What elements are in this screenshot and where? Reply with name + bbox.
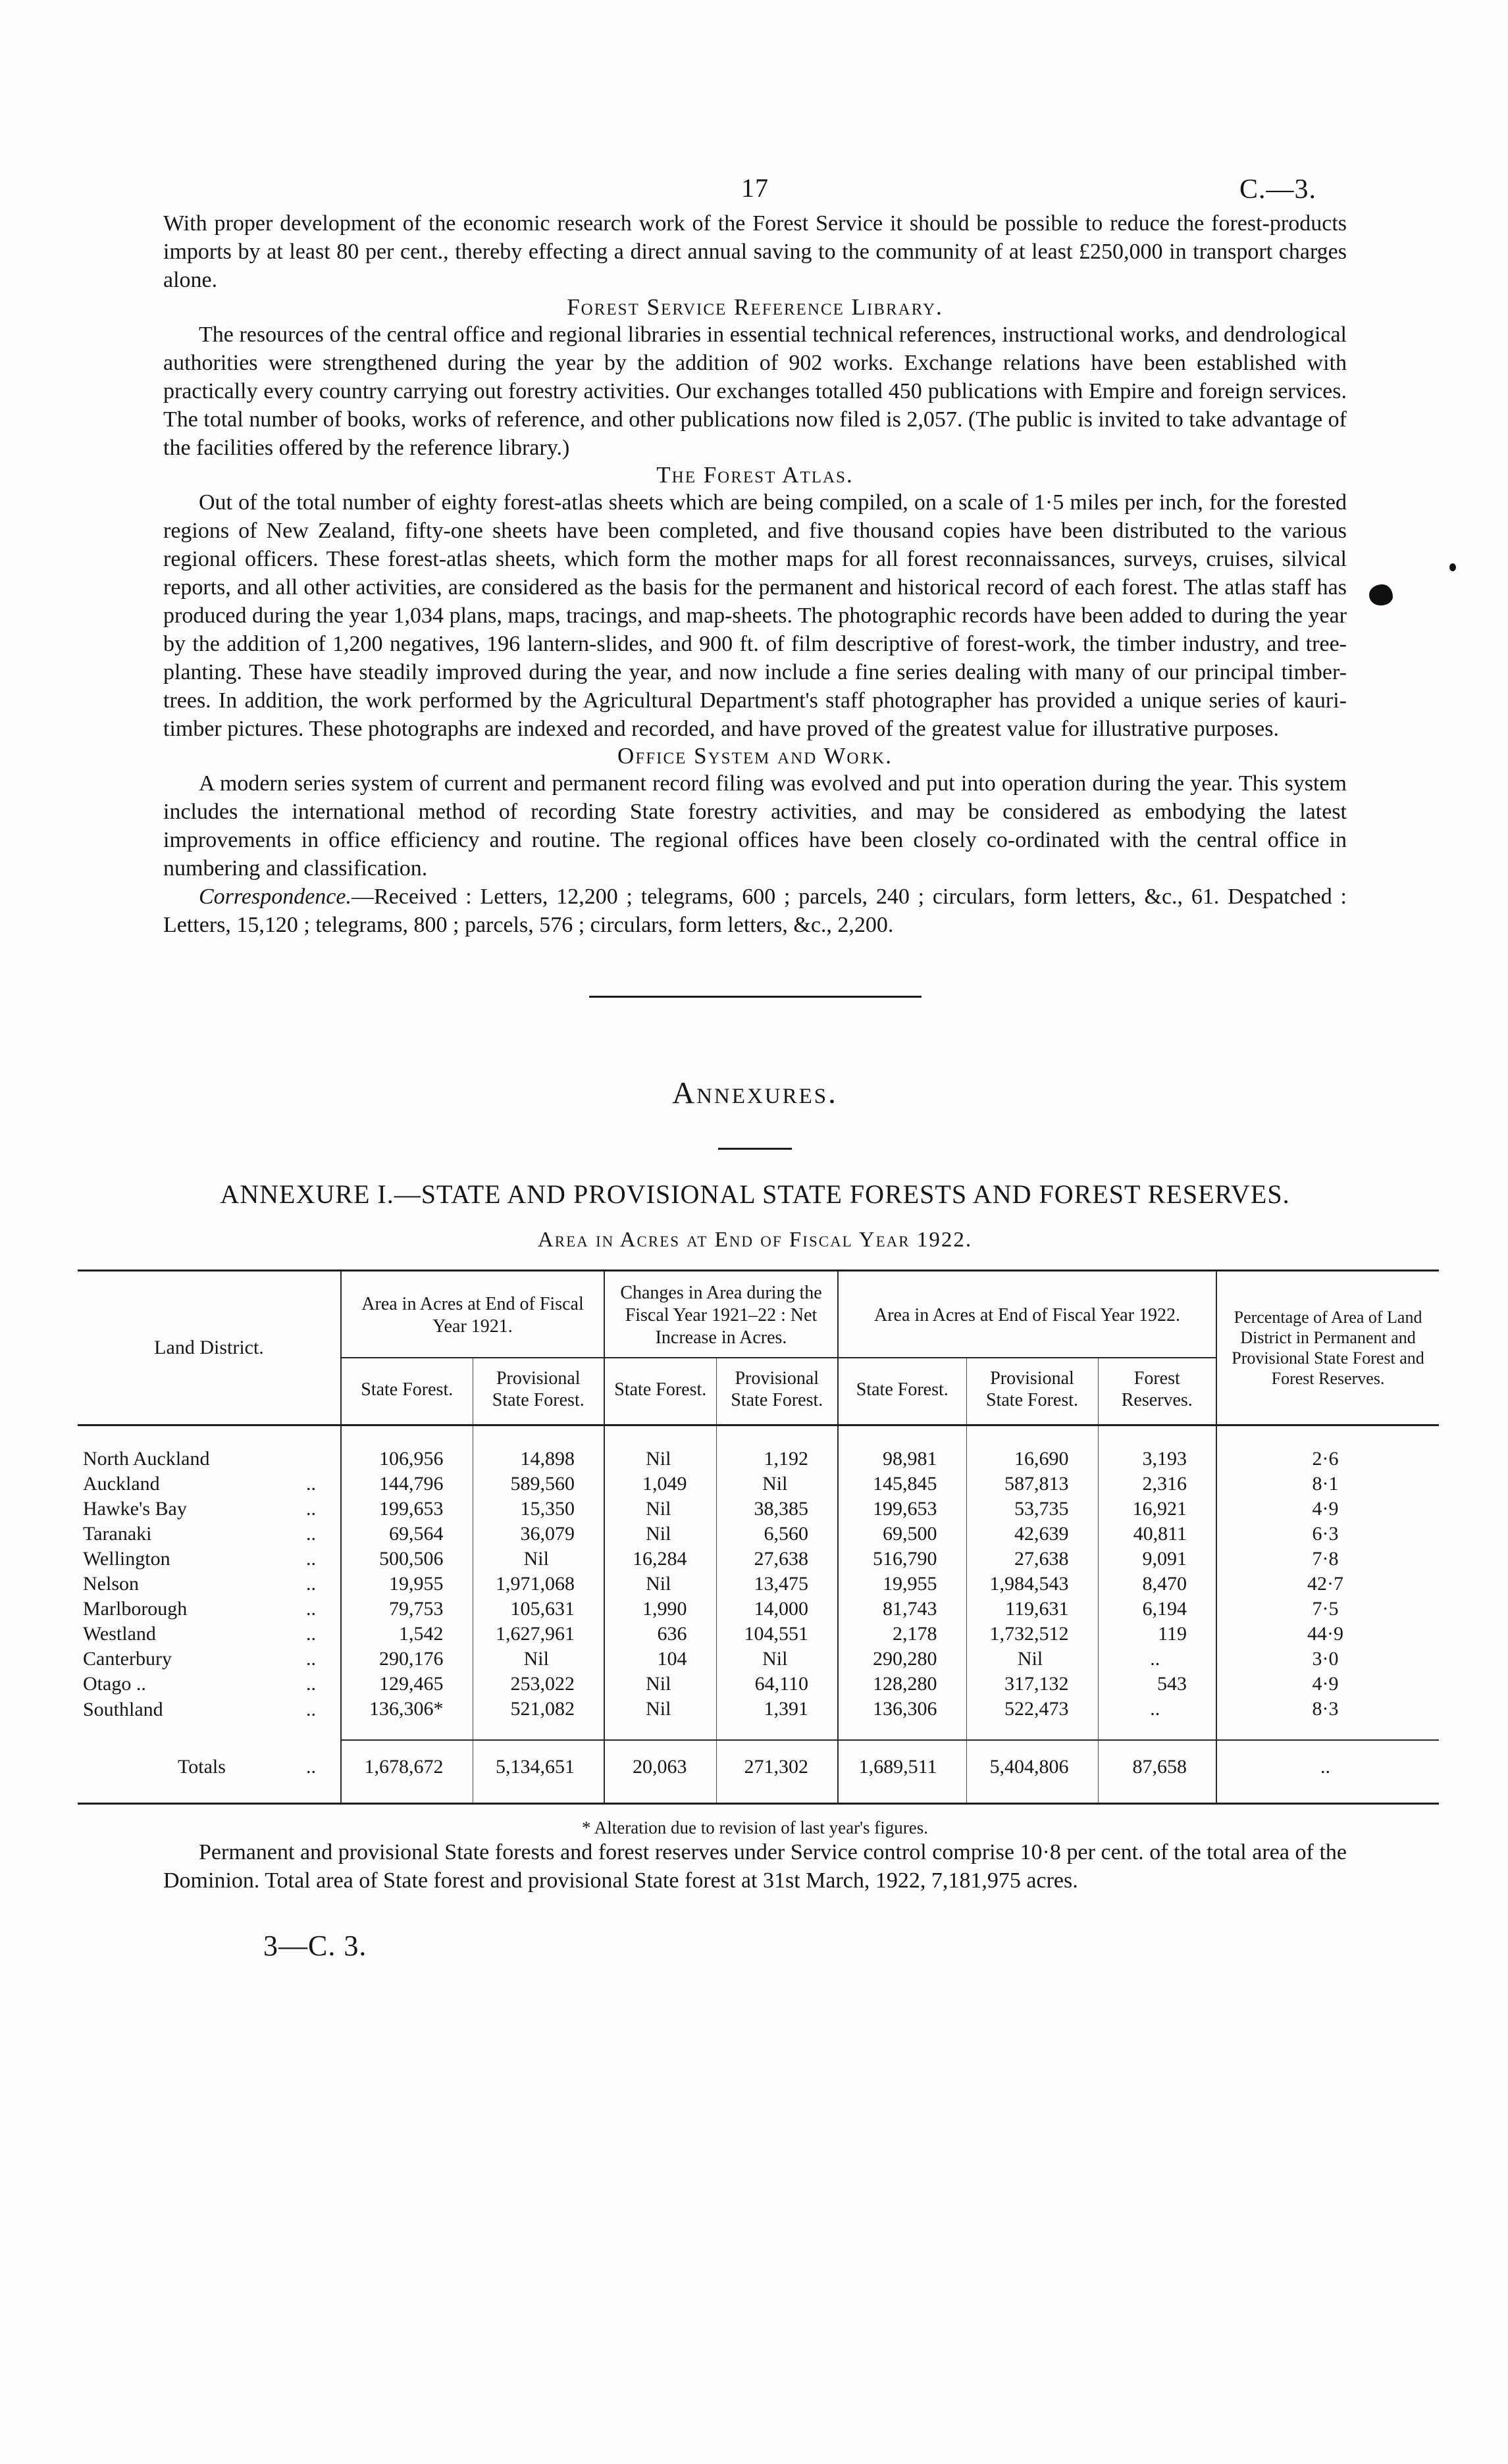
leader-dots: .. [306,1573,316,1595]
value-cell: 589,560 [473,1472,604,1497]
library-section-heading: Forest Service Reference Library. [567,294,943,320]
ink-speck [1449,563,1456,571]
correspondence-paragraph [163,883,1347,939]
value-cell: 38,385 [716,1497,838,1522]
value-cell: 1,627,961 [473,1622,604,1647]
atlas-section-heading: The Forest Atlas. [656,462,854,488]
value-cell: 42·7 [1216,1572,1439,1597]
value-cell: 1,984,543 [966,1572,1098,1597]
district-cell [78,1572,341,1597]
value-cell: Nil [604,1572,716,1597]
subcol-changes-state-forest: State Forest. [604,1358,716,1425]
table-row [78,1622,1439,1647]
district-cell [78,1472,341,1497]
page-footer-code: 3—C. 3. [263,1930,367,1962]
value-cell: 20,063 [604,1740,716,1804]
value-cell: 6·3 [1216,1522,1439,1547]
value-cell: 543 [1098,1672,1216,1697]
district-cell [78,1497,341,1522]
value-cell: 2,316 [1098,1472,1216,1497]
value-cell: 199,653 [341,1497,473,1522]
value-cell: 16,690 [966,1425,1098,1472]
document-code: C.—3. [1239,174,1316,205]
district-name: Westland [83,1623,156,1645]
value-cell: 290,280 [838,1647,966,1672]
subcol-1921-state-forest: State Forest. [341,1358,473,1425]
value-cell: 1,192 [716,1425,838,1472]
value-cell: 15,350 [473,1497,604,1522]
value-cell: 81,743 [838,1597,966,1622]
totals-row [78,1740,1439,1804]
district-name: Wellington [83,1548,170,1570]
section-divider-rule [589,996,922,998]
value-cell: 136,306* [341,1697,473,1740]
ink-blot [1369,584,1393,605]
table-header [78,1271,1439,1425]
district-name: Southland [83,1698,163,1720]
value-cell: Nil [716,1647,838,1672]
value-cell: 8·1 [1216,1472,1439,1497]
value-cell: 5,404,806 [966,1740,1098,1804]
value-cell: 1,391 [716,1697,838,1740]
leader-dots: .. [306,1523,316,1545]
value-cell: 13,475 [716,1572,838,1597]
value-cell: 19,955 [838,1572,966,1597]
value-cell: 8·3 [1216,1697,1439,1740]
value-cell: 636 [604,1622,716,1647]
value-cell: 64,110 [716,1672,838,1697]
value-cell: 500,506 [341,1547,473,1572]
value-cell: 69,564 [341,1522,473,1547]
subcol-1922-provisional: Provisional State Forest. [966,1358,1098,1425]
leader-dots: .. [306,1673,316,1695]
forest-areas-table [78,1270,1439,1805]
value-cell: Nil [473,1547,604,1572]
value-cell: 1,689,511 [838,1740,966,1804]
value-cell: 4·9 [1216,1497,1439,1522]
district-name: Hawke's Bay [83,1498,187,1520]
value-cell: .. [1216,1740,1439,1804]
value-cell: 1,542 [341,1622,473,1647]
district-cell [78,1740,341,1804]
value-cell: 129,465 [341,1672,473,1697]
value-cell: 199,653 [838,1497,966,1522]
value-cell: 271,302 [716,1740,838,1804]
page-number: 17 [741,173,769,203]
value-cell: 6,560 [716,1522,838,1547]
annexure-1-title: ANNEXURE I.—STATE AND PROVISIONAL STATE FORESTS AND FOREST RESERVES. [220,1179,1290,1209]
value-cell: 1,971,068 [473,1572,604,1597]
value-cell: 104,551 [716,1622,838,1647]
value-cell: .. [1098,1697,1216,1740]
value-cell: 1,990 [604,1597,716,1622]
value-cell: 144,796 [341,1472,473,1497]
table-row [78,1697,1439,1740]
value-cell: 317,132 [966,1672,1098,1697]
table-row [78,1572,1439,1597]
table-row [78,1672,1439,1697]
district-cell [78,1522,341,1547]
value-cell: 5,134,651 [473,1740,604,1804]
value-cell: 27,638 [966,1547,1098,1572]
correspondence-lead: Correspondence. [199,885,351,909]
value-cell: 36,079 [473,1522,604,1547]
value-cell: 3·0 [1216,1647,1439,1672]
table-row [78,1472,1439,1497]
forest-table-body [78,1425,1439,1804]
value-cell: 9,091 [1098,1547,1216,1572]
value-cell: 4·9 [1216,1672,1439,1697]
col-header-percentage: Percentage of Area of Land District in Permanent and Provisional State Forest and Forest Reserves. [1216,1271,1439,1425]
leader-dots: .. [306,1473,316,1495]
value-cell: 136,306 [838,1697,966,1740]
value-cell: 516,790 [838,1547,966,1572]
library-paragraph: The resources of the central office and regional libraries in essential technical references, instructional works, and dendrological authorities were strengthened during the year by the addition of 902 works. Exchange relations have been established with practically every country carrying out forestry activities. Our exchanges totalled 450 publications with Empire and foreign services. The total number of books, works of reference, and other publications now filed is 2,057. (The public is invited to take advantage of the facilities offered by the reference library.) [163,322,1347,460]
value-cell: 40,811 [1098,1522,1216,1547]
district-cell [78,1697,341,1740]
value-cell: 27,638 [716,1547,838,1572]
value-cell: Nil [604,1672,716,1697]
col-header-land-district: Land District. [78,1271,341,1425]
value-cell: 3,193 [1098,1425,1216,1472]
value-cell: 1,732,512 [966,1622,1098,1647]
value-cell: 105,631 [473,1597,604,1622]
page-content [83,172,1424,1963]
value-cell: 98,981 [838,1425,966,1472]
annexures-heading: Annexures. [672,1076,838,1110]
value-cell: 2,178 [838,1622,966,1647]
leader-dots: .. [306,1698,316,1720]
table-row [78,1547,1439,1572]
table-row [78,1647,1439,1672]
value-cell: 14,898 [473,1425,604,1472]
col-group-1922: Area in Acres at End of Fiscal Year 1922. [838,1271,1216,1358]
col-group-changes: Changes in Area during the Fiscal Year 1921–22 : Net Increase in Acres. [604,1271,838,1358]
district-name: Otago .. [83,1673,146,1695]
table-row [78,1425,1439,1472]
value-cell: 7·8 [1216,1547,1439,1572]
value-cell: 587,813 [966,1472,1098,1497]
value-cell: 6,194 [1098,1597,1216,1622]
table-row [78,1497,1439,1522]
value-cell: Nil [473,1647,604,1672]
leader-dots: .. [306,1623,316,1645]
intro-paragraph: With proper development of the economic research work of the Forest Service it should be possible to reduce the forest-products imports by at least 80 per cent., thereby effecting a direct annual saving to the community of at least £250,000 in transport charges alone. [163,211,1347,292]
value-cell: 522,473 [966,1697,1098,1740]
district-cell [78,1672,341,1697]
value-cell: 42,639 [966,1522,1098,1547]
value-cell: 87,658 [1098,1740,1216,1804]
office-section-heading: Office System and Work. [617,743,893,769]
district-name: Nelson [83,1573,139,1595]
district-cell [78,1622,341,1647]
office-paragraph: A modern series system of current and permanent record filing was evolved and put into operation during the year. This system includes the international method of recording State forestry activities, and may be considered as embodying the latest improvements in office efficiency and routine. The regional offices have been closely co-ordinated with the central office in numbering and classification. [163,771,1347,881]
value-cell: 8,470 [1098,1572,1216,1597]
annexures-divider-rule [718,1148,792,1150]
subcol-changes-provisional: Provisional State Forest. [716,1358,838,1425]
table-footnote: * Alteration due to revision of last year's figures. [582,1818,928,1837]
leader-dots: .. [306,1755,316,1778]
value-cell: Nil [966,1647,1098,1672]
value-cell: .. [1098,1647,1216,1672]
value-cell: 16,921 [1098,1497,1216,1522]
district-name: Auckland [83,1473,160,1495]
leader-dots: .. [306,1548,316,1570]
value-cell: 79,753 [341,1597,473,1622]
value-cell: 1,049 [604,1472,716,1497]
value-cell: Nil [716,1472,838,1497]
subcol-1922-forest-reserves: Forest Reserves. [1098,1358,1216,1425]
leader-dots: .. [306,1498,316,1520]
subcol-1922-state-forest: State Forest. [838,1358,966,1425]
col-group-1921: Area in Acres at End of Fiscal Year 1921. [341,1271,604,1358]
district-cell [78,1597,341,1622]
district-cell [78,1647,341,1672]
closing-paragraph: Permanent and provisional State forests and forest reserves under Service control comprise 10·8 per cent. of the total area of the Dominion. Total area of State forest and provisional State forest at 31st March, 1922, 7,181,975 acres. [163,1840,1347,1893]
value-cell: 128,280 [838,1672,966,1697]
district-name: North Auckland [83,1448,210,1470]
district-name: Taranaki [83,1523,152,1545]
value-cell: 145,845 [838,1472,966,1497]
value-cell: 53,735 [966,1497,1098,1522]
value-cell: 44·9 [1216,1622,1439,1647]
table-row [78,1597,1439,1622]
value-cell: 119,631 [966,1597,1098,1622]
value-cell: 104 [604,1647,716,1672]
district-name: Marlborough [83,1598,188,1620]
value-cell: 2·6 [1216,1425,1439,1472]
district-cell [78,1425,341,1472]
district-name: Totals [178,1755,226,1778]
value-cell: Nil [604,1497,716,1522]
leader-dots: .. [306,1598,316,1620]
value-cell: Nil [604,1697,716,1740]
table-row [78,1522,1439,1547]
page-header [163,172,1347,209]
value-cell: 253,022 [473,1672,604,1697]
value-cell: 521,082 [473,1697,604,1740]
value-cell: 19,955 [341,1572,473,1597]
value-cell: 16,284 [604,1547,716,1572]
value-cell: 14,000 [716,1597,838,1622]
value-cell: 106,956 [341,1425,473,1472]
correspondence-text: —Received : Letters, 12,200 ; telegrams, 600 ; parcels, 240 ; circulars, form letters, &c., 61. Despatched : Letters, 15,120 ; telegrams, 800 ; parcels, 576 ; circulars, form letters, &c., 2,200. [163,885,1347,937]
group-header-row [78,1271,1439,1358]
value-cell: 69,500 [838,1522,966,1547]
district-name: Canterbury [83,1648,172,1670]
value-cell: Nil [604,1522,716,1547]
value-cell: 7·5 [1216,1597,1439,1622]
leader-dots: .. [306,1648,316,1670]
table-subtitle: Area in Acres at End of Fiscal Year 1922. [537,1228,973,1252]
value-cell: Nil [604,1425,716,1472]
value-cell: 119 [1098,1622,1216,1647]
district-cell [78,1547,341,1572]
atlas-paragraph: Out of the total number of eighty forest-atlas sheets which are being compiled, on a scale of 1·5 miles per inch, for the forested regions of New Zealand, fifty-one sheets have been completed, and five thousand copies have been distributed to the various regional officers. These forest-atlas sheets, which form the mother maps for all forest reconnaissances, surveys, cruises, silvical reports, and all other activities, are considered as the basis for the permanent and historical record of each forest. The atlas staff has produced during the year 1,034 plans, maps, tracings, and map-sheets. The photographic records have been added to during the year by the addition of 1,200 negatives, 196 lantern-slides, and 900 ft. of film descriptive of forest-work, the timber industry, and tree-planting. These have steadily improved during the year, and now include a fine series dealing with many of our principal timber-trees. In addition, the work performed by the Agricultural Department's staff photographer has provided a unique series of kauri-timber pictures. These photographs are indexed and recorded, and have proved of the greatest value for illustrative purposes. [163,490,1347,741]
value-cell: 1,678,672 [341,1740,473,1804]
subcol-1921-provisional: Provisional State Forest. [473,1358,604,1425]
value-cell: 290,176 [341,1647,473,1672]
